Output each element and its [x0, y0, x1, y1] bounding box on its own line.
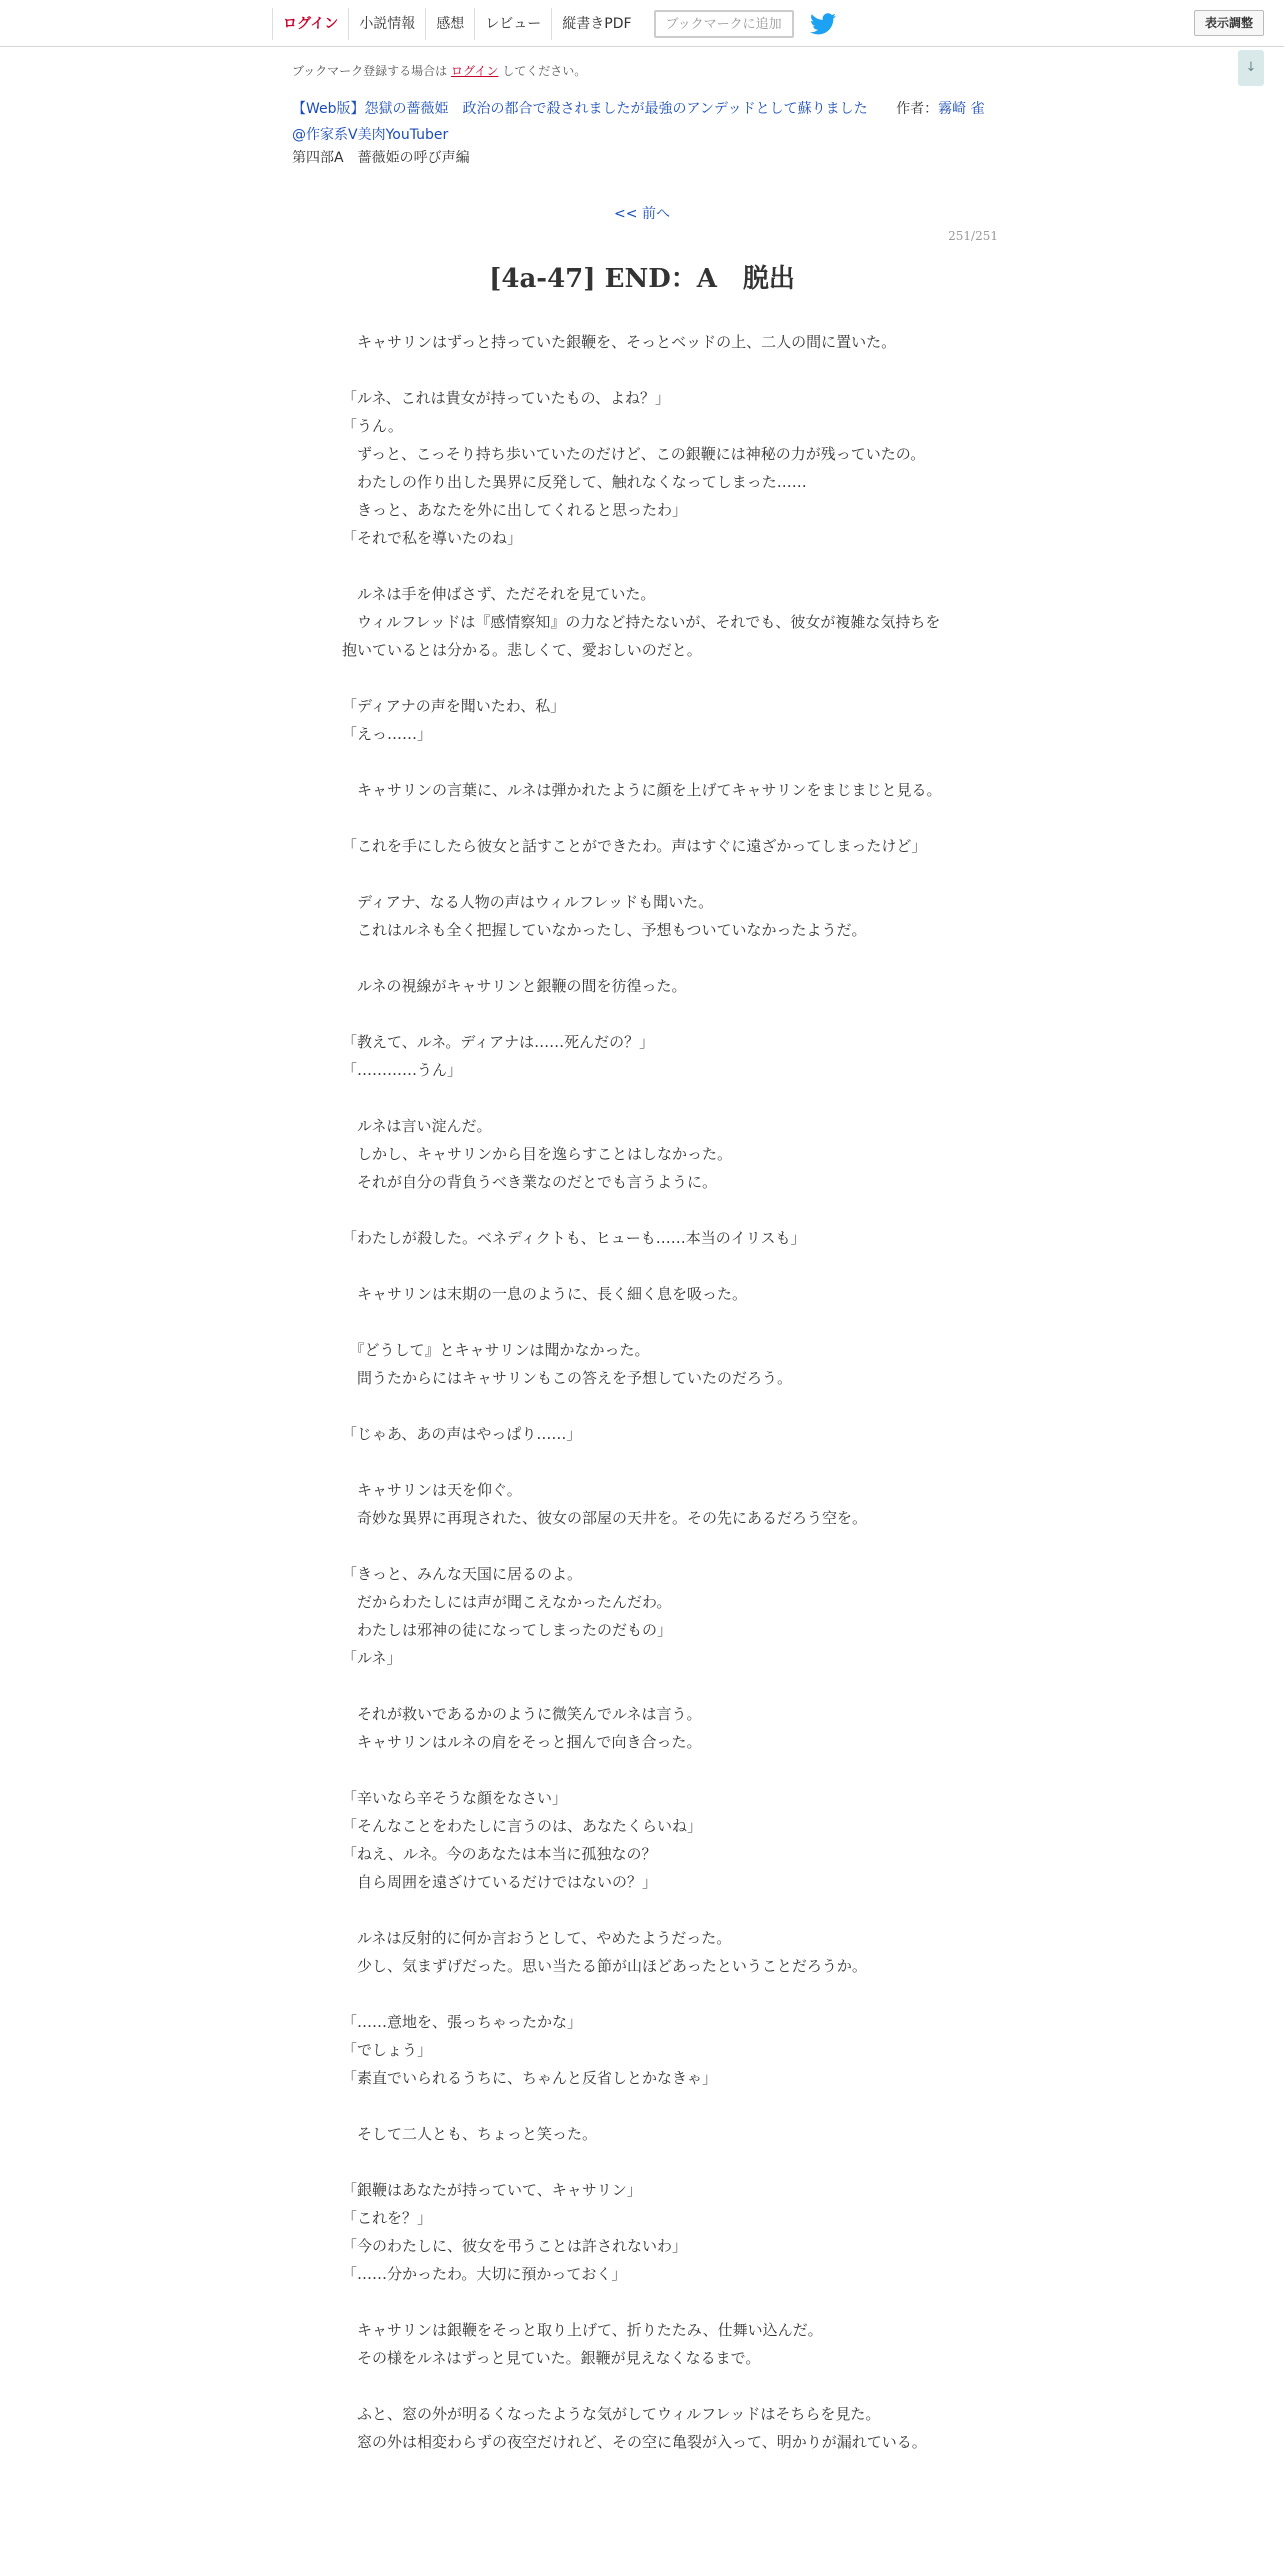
body-line: ウィルフレッドは『感情察知』の力など持たないが、それでも、彼女が複雑な気持ちを抱いているとは分かる。悲しくて、愛おしいのだと。: [342, 613, 941, 659]
series-title-link[interactable]: 【Web版】怨獄の薔薇姫 政治の都合で殺されましたが最強のアンデッドとして蘇りました: [292, 101, 868, 117]
page-counter: 251/251: [948, 229, 998, 243]
blank-line: [342, 2092, 942, 2120]
blank-line: [342, 1672, 942, 1700]
body-line: 少し、気まずげだった。思い当たる節が山ほどあったということだろうか。: [342, 1957, 867, 1975]
blank-line: [342, 804, 942, 832]
body-line: 「でしょう」: [342, 2041, 433, 2059]
author-label: 作者：: [896, 101, 939, 117]
series-info: [292, 98, 985, 118]
blank-line: [342, 1084, 942, 1112]
blank-line: [342, 1448, 942, 1476]
main-nav: [272, 8, 836, 40]
blank-line: [342, 1308, 942, 1336]
body-line: 「それで私を導いたのね」: [342, 529, 523, 547]
body-line: だからわたしには声が聞こえなかったんだわ。: [342, 1593, 672, 1611]
blank-line: [342, 1392, 942, 1420]
blank-line: [342, 1756, 942, 1784]
body-line: 「わたしが殺した。ベネディクトも、ヒューも……本当のイリスも」: [342, 1229, 806, 1247]
body-line: ずっと、こっそり持ち歩いていたのだけど、この銀鞭には神秘の力が残っていたの。: [342, 445, 926, 463]
body-line: きっと、あなたを外に出してくれると思ったわ」: [342, 501, 688, 519]
body-line: わたしの作り出した異界に反発して、触れなくなってしまった……: [342, 473, 807, 491]
body-line: 「ルネ」: [342, 1649, 402, 1667]
body-line: 「ねえ、ルネ。今のあなたは本当に孤独なの？: [342, 1845, 657, 1863]
body-line: ルネの視線がキャサリンと銀鞭の間を彷徨った。: [342, 977, 687, 995]
notice-login-link[interactable]: ログイン: [451, 64, 499, 78]
body-line: キャサリンの言葉に、ルネは弾かれたように顔を上げてキャサリンをまじまじと見る。: [342, 781, 942, 799]
body-line: 「…………うん」: [342, 1061, 463, 1079]
body-line: 「そんなことをわたしに言うのは、あなたくらいね」: [342, 1817, 703, 1835]
nav-vertical-pdf[interactable]: 縦書きPDF: [551, 8, 641, 40]
body-line: キャサリンは銀鞭をそっと取り上げて、折りたたみ、仕舞い込んだ。: [342, 2321, 823, 2339]
body-line: ルネは手を伸ばさず、ただそれを見ていた。: [342, 585, 656, 603]
blank-line: [342, 2372, 942, 2400]
body-line: 「これを？」: [342, 2209, 433, 2227]
episode-title: [4a-47] END：A 脱出: [489, 264, 795, 294]
body-line: これはルネも全く把握していなかったし、予想もついていなかったようだ。: [342, 921, 867, 939]
blank-line: [342, 552, 942, 580]
body-line: しかし、キャサリンから目を逸らすことはしなかった。: [342, 1145, 733, 1163]
blank-line: [342, 1896, 942, 1924]
body-line: 『どうして』とキャサリンは聞かなかった。: [342, 1341, 650, 1359]
blank-line: [342, 2148, 942, 2176]
body-line: 問うたからにはキャサリンもこの答えを予想していたのだろう。: [342, 1369, 793, 1387]
nav-novel-info[interactable]: 小説情報: [348, 8, 425, 40]
notice-text-before: ブックマーク登録する場合は: [292, 64, 448, 78]
body-line: 自ら周囲を遠ざけているだけではないの？」: [342, 1873, 658, 1891]
blank-line: [342, 1252, 942, 1280]
body-line: キャサリンはルネの肩をそっと掴んで向き合った。: [342, 1733, 702, 1751]
body-line: 「……分かったわ。大切に預かっておく」: [342, 2265, 627, 2283]
body-line: その様をルネはずっと見ていた。銀鞭が見えなくなるまで。: [342, 2349, 761, 2367]
body-line: 「きっと、みんな天国に居るのよ。: [342, 1565, 583, 1583]
body-line: 「これを手にしたら彼女と話すことができたわ。声はすぐに遠ざかってしまったけど」: [342, 837, 927, 855]
body-line: わたしは邪神の徒になってしまったのだもの」: [342, 1621, 673, 1639]
body-line: 奇妙な異界に再現された、彼女の部屋の天井を。その先にあるだろう空を。: [342, 1509, 868, 1527]
top-header: [0, 0, 1284, 47]
body-line: ルネは反射的に何か言おうとして、やめたようだった。: [342, 1929, 732, 1947]
novel-body: [342, 328, 942, 2456]
body-line: それが自分の背負うべき業なのだとでも言うように。: [342, 1173, 718, 1191]
body-line: 「ディアナの声を聞いたわ、私」: [342, 697, 566, 715]
body-line: 「銀鞭はあなたが持っていて、キャサリン」: [342, 2181, 642, 2199]
blank-line: [342, 664, 942, 692]
body-line: 「ルネ、これは貴女が持っていたもの、よね？」: [342, 389, 671, 407]
body-line: 「辛いなら辛そうな顔をなさい」: [342, 1789, 568, 1807]
body-line: 「じゃあ、あの声はやっぱり……」: [342, 1425, 582, 1443]
blank-line: [342, 2288, 942, 2316]
nav-impressions[interactable]: 感想: [425, 8, 474, 40]
nav-review[interactable]: レビュー: [474, 8, 551, 40]
body-line: 「……意地を、張っちゃったかな」: [342, 2013, 583, 2031]
body-line: 「今のわたしに、彼女を弔うことは許されないわ」: [342, 2237, 688, 2255]
blank-line: [342, 860, 942, 888]
twitter-icon[interactable]: [810, 13, 836, 35]
body-line: ふと、窓の外が明るくなったような気がしてウィルフレッドはそちらを見た。: [342, 2405, 881, 2423]
blank-line: [342, 1532, 942, 1560]
body-line: 「教えて、ルネ。ディアナは……死んだの？」: [342, 1033, 655, 1051]
display-settings-button[interactable]: 表示調整: [1194, 10, 1264, 36]
blank-line: [342, 1980, 942, 2008]
blank-line: [342, 1000, 942, 1028]
prev-page-link[interactable]: << 前へ: [614, 206, 670, 222]
body-line: キャサリンは末期の一息のように、長く細く息を吸った。: [342, 1285, 748, 1303]
body-line: 「うん。: [342, 417, 403, 435]
blank-line: [342, 748, 942, 776]
body-line: ディアナ、なる人物の声はウィルフレッドも聞いた。: [342, 893, 714, 911]
bookmark-login-notice: [292, 62, 586, 79]
body-line: そして二人とも、ちょっと笑った。: [342, 2125, 598, 2143]
notice-text-after: してください。: [502, 64, 587, 78]
body-line: キャサリンは天を仰ぐ。: [342, 1481, 522, 1499]
scroll-down-arrow-icon[interactable]: ↓: [1238, 50, 1264, 86]
body-line: 窓の外は相変わらずの夜空だけれど、その空に亀裂が入って、明かりが漏れている。: [342, 2433, 927, 2451]
author-name-link[interactable]: 霧崎 雀: [938, 101, 985, 117]
blank-line: [342, 1196, 942, 1224]
chapter-name: 第四部A 薔薇姫の呼び声編: [292, 150, 470, 166]
body-line: それが救いであるかのように微笑んでルネは言う。: [342, 1705, 702, 1723]
nav-login[interactable]: ログイン: [272, 8, 348, 40]
blank-line: [342, 356, 942, 384]
body-line: キャサリンはずっと持っていた銀鞭を、そっとベッドの上、二人の間に置いた。: [342, 333, 897, 351]
body-line: ルネは言い淀んだ。: [342, 1117, 492, 1135]
body-line: 「素直でいられるうちに、ちゃんと反省しとかなきゃ」: [342, 2069, 718, 2087]
blank-line: [342, 944, 942, 972]
add-bookmark-button[interactable]: ブックマークに追加: [654, 10, 794, 38]
body-line: 「えっ……」: [342, 725, 433, 743]
author-profile-link[interactable]: @作家系V美肉YouTuber: [292, 127, 449, 143]
